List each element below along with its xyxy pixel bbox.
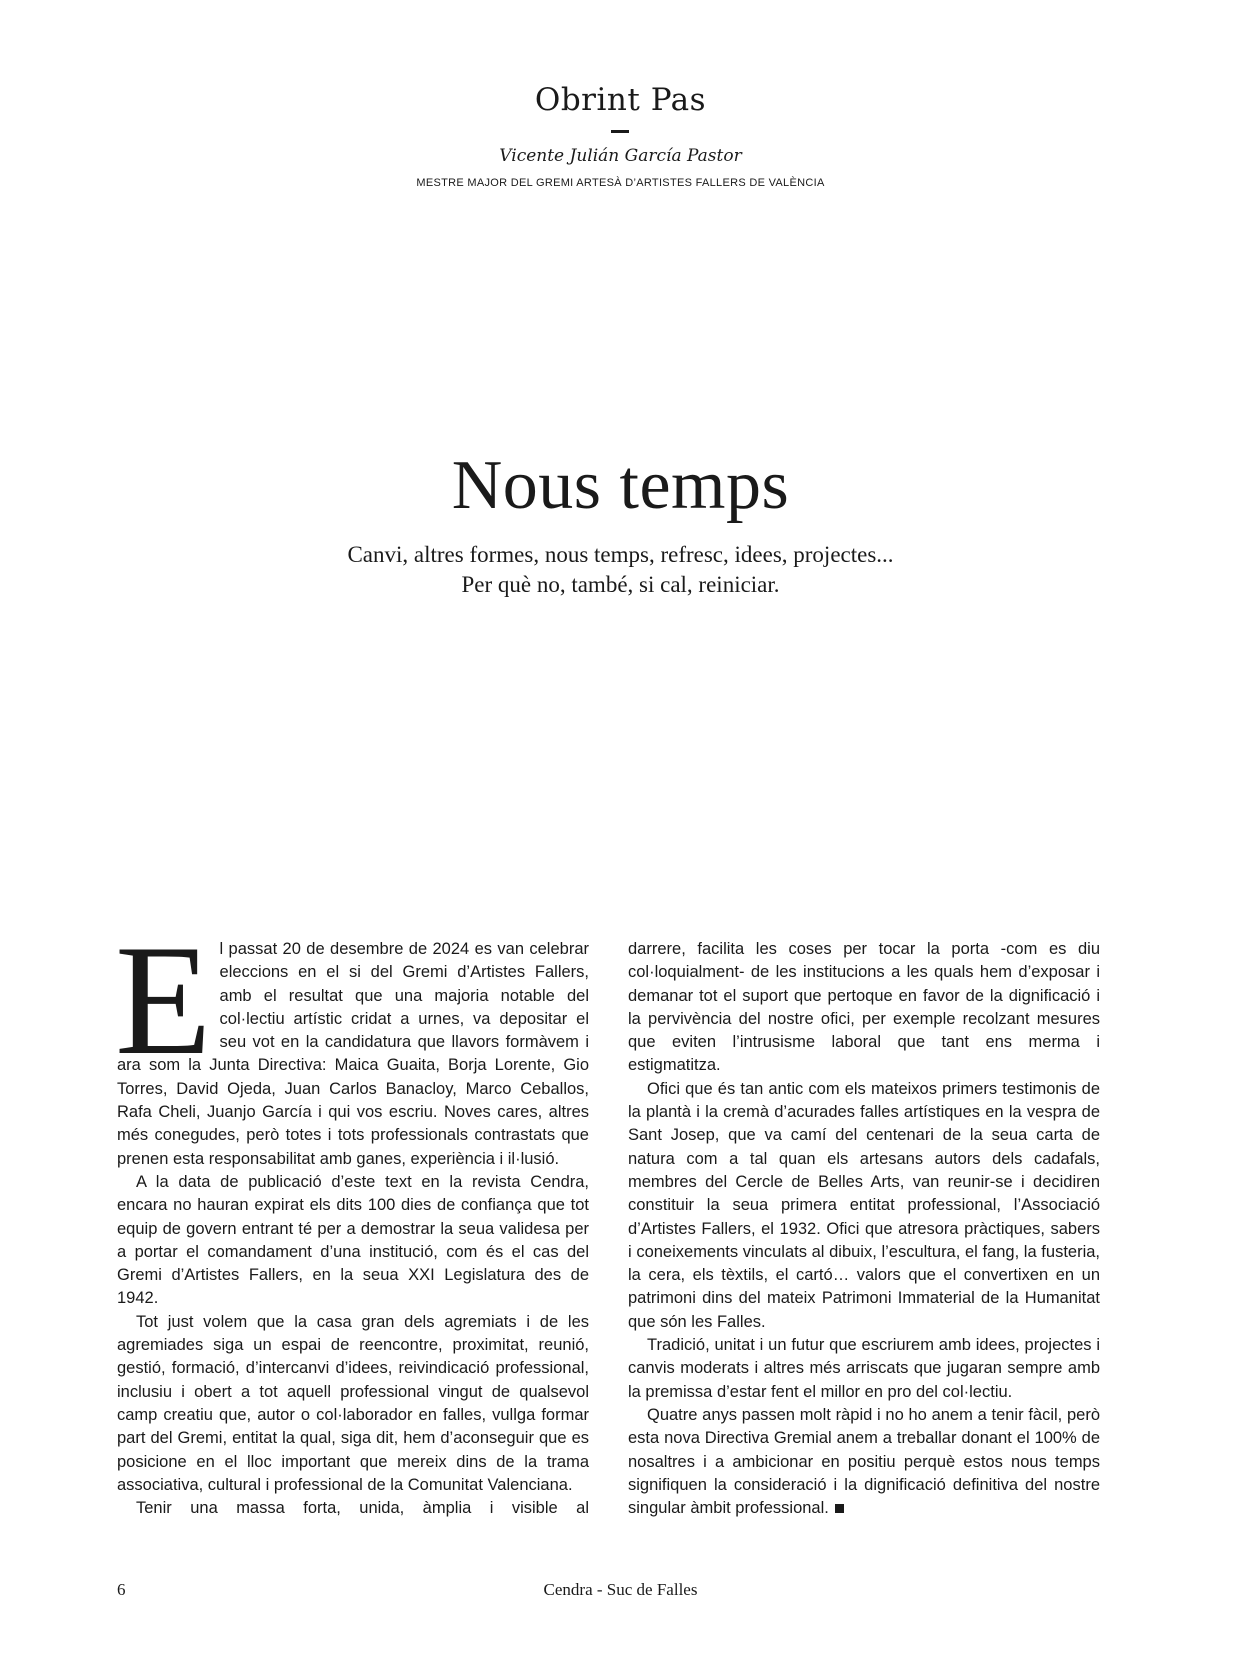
paragraph-text: l passat 20 de desembre de 2024 es van celebrar eleccions en el si del Gremi d’Artistes Fallers, amb el resultat que una majoria notable del col·lectiu artístic cridat a urnes, va depositar el seu vot en la candidatura que llavors formàvem i ara som la Junta Directiva: Maica Guaita, Borja Lorente, Gio Torres, David Ojeda, Juan Carlos Banacloy, Marco Ceballos, Rafa Cheli, Juanjo García i qui vos escriu. Noves cares, altres més conegudes, però totes i tots professionals contrastats que prenen esta responsabilitat amb ganes, experiència i il·lusió. [117,940,589,1168]
publication-name: Cendra - Suc de Falles [543,1580,698,1599]
section-title: Obrint Pas [534,82,707,118]
article-column-left [115,913,589,1520]
subhead-line-1: Canvi, altres formes, nous temps, refresc, idees, projectes... [347,542,894,567]
article-column-right [628,938,1100,1520]
title-divider [611,130,629,133]
paragraph: Tot just volem que la casa gran dels agremiats i de les agremiades siga un espai de reencontre, proximitat, reunió, gestió, formació, d’intercanvi d’idees, reivindicació professional, inclusiu i obert a tot aquell professional vingut de qualsevol camp creatiu que, autor o col·laborador en falles, vullga formar part del Gremi, entitat la qual, siga dit, hem d’aconseguir que es posicione en el lloc important que mereix dins de la trama associativa, cultural i professional de la Comunitat Valenciana. [117,1312,589,1494]
page-number: 6 [117,1580,126,1599]
end-of-article-mark [835,1504,844,1513]
article-headline: Nous temps [451,447,790,524]
paragraph: darrere, facilita les coses per tocar la porta -com es diu col·loquialment- de les institucions a les quals hem d’exposar i demanar tot el suport que pertoque en favor de la dignificació i la pervivència del nostre ofici, per exemple recolzant mesures que eviten l’intrusisme laboral que tant ens merma i estigmatitza. [628,940,1100,1075]
paragraph: Tradició, unitat i un futur que escriurem amb idees, projectes i canvis moderats i altres més arriscats que jugaran sempre amb la premissa d’estar fent el millor en pro del col·lectiu. [628,1336,1100,1401]
paragraph: Ofici que és tan antic com els mateixos primers testimonis de la plantà i la cremà d’acurades falles artístiques en la vespra de Sant Josep, que va camí del centenari de la seua carta de natura com a tal quan els artesans autors dels cadafals, membres del Cercle de Belles Arts, van reunir-se i decidiren constituir la seua primera entitat professional, l’Associació d’Artistes Fallers, el 1932. Ofici que atresora pràctiques, sabers i coneixements vinculats al dibuix, l’escultura, el fang, la fusteria, la cera, els tèxtils, el cartó… valors que el convertixen en un patrimoni dins del mateix Patrimoni Immaterial de la Humanitat que són les Falles. [628,1079,1100,1331]
paragraph: Tenir una massa forta, unida, àmplia i visible al [136,1499,589,1518]
drop-cap: E [115,913,212,1088]
paragraph [115,913,589,1171]
paragraph: A la data de publicació d’este text en la revista Cendra, encara no hauran expirat els dits 100 dies de confiança que tot equip de govern entrant té per a demostrar la seua validesa per a portar el comandament d’una institució, com és el cas del Gremi d’Artistes Fallers, en la seua XXI Legislatura des de 1942. [117,1172,589,1308]
subhead-line-2: Per què no, també, si cal, reiniciar. [461,572,780,597]
paragraph-text: Quatre anys passen molt ràpid i no ho anem a tenir fàcil, però esta nova Directiva Gremial anem a treballar donant el 100% de nosaltres i a ambicionar en positiu perquè estos nous temps signifiquen la consideració i la dignificació definitiva del nostre singular àmbit professional. [628,1405,1100,1518]
author-role: MESTRE MAJOR DEL GREMI ARTESÀ D’ARTISTES FALLERS DE VALÈNCIA [416,177,825,189]
author-name: Vicente Julián García Pastor [499,146,742,166]
article-subhead [0,540,1241,600]
paragraph-final [628,1404,1100,1520]
